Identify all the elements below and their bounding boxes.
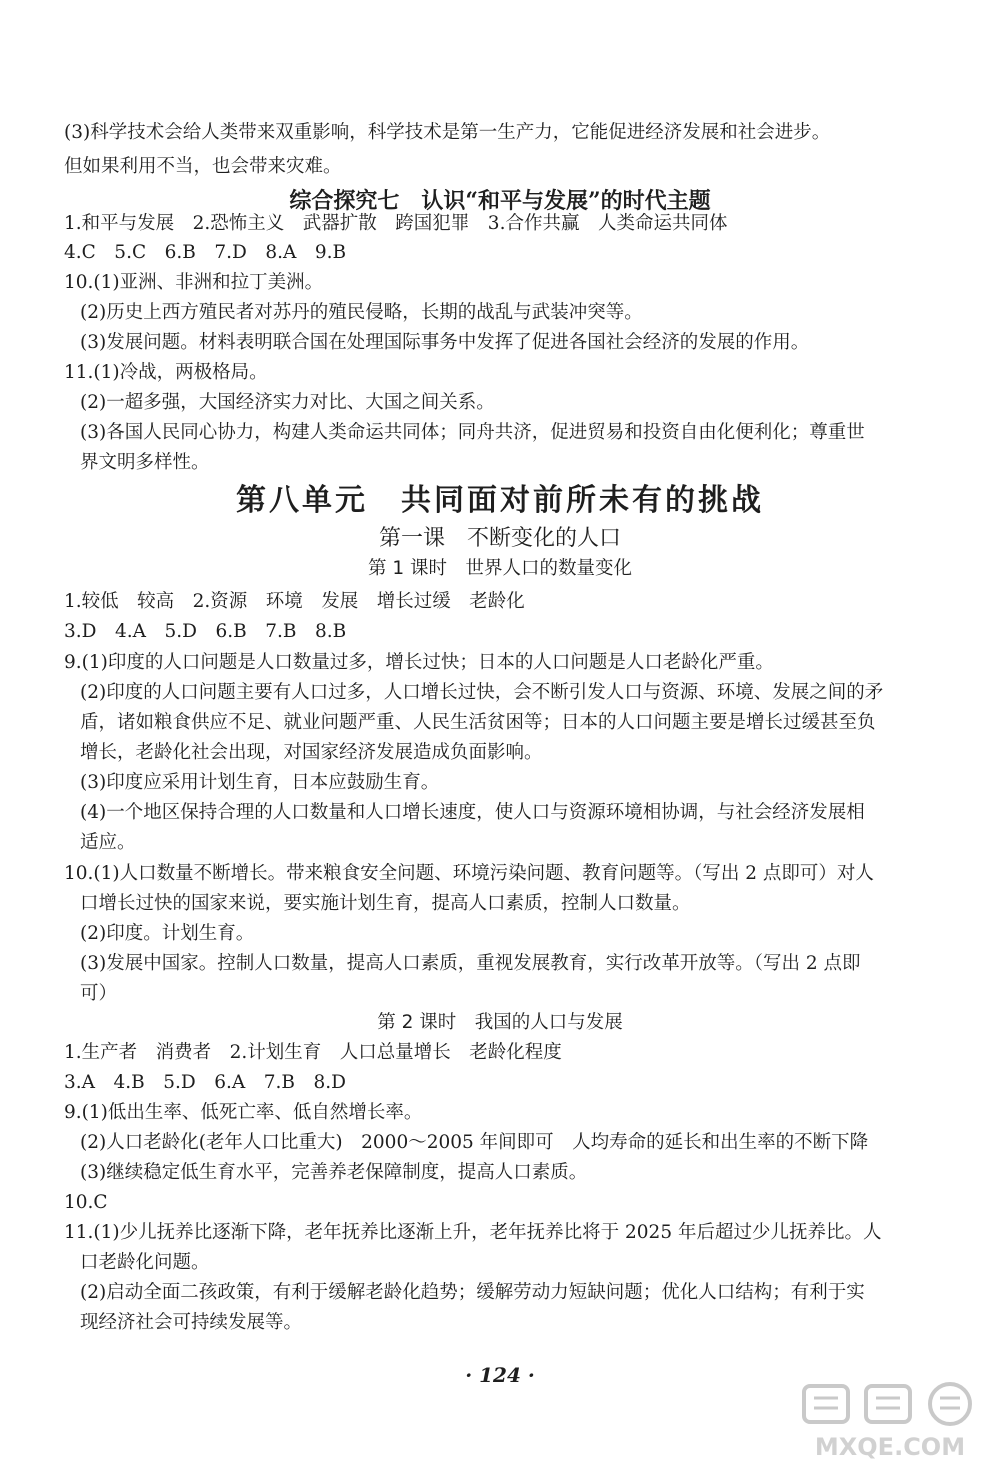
lesson-title: 第一课 不断变化的人口 bbox=[378, 526, 621, 551]
text-line: 9.(1)低出生率、低死亡率、低自然增长率。 bbox=[64, 1102, 423, 1123]
text-line: 口增长过快的国家来说，要实施计划生育，提高人口素质，控制人口数量。 bbox=[80, 893, 691, 914]
text-line: 11.(1)少儿抚养比逐渐下降，老年抚养比逐渐上升，老年抚养比将于 2025 年后超过少儿抚养比。人 bbox=[64, 1222, 882, 1243]
text-line: 适应。 bbox=[80, 832, 136, 853]
text-line: 盾，诸如粮食供应不足、就业问题严重、人民生活贫困等；日本的人口问题主要是增长过缓甚至负 bbox=[80, 712, 876, 733]
text-line: 增长，老龄化社会出现，对国家经济发展造成负面影响。 bbox=[80, 742, 543, 763]
text-line: (2)历史上西方殖民者对苏丹的殖民侵略，长期的战乱与武装冲突等。 bbox=[80, 302, 643, 323]
watermark-url: MXQE.COM bbox=[814, 1433, 966, 1461]
text-line: (3)各国人民同心协力，构建人类命运共同体；同舟共济，促进贸易和投资自由化便利化；尊重世 bbox=[80, 422, 865, 443]
text-line: 1.生产者 消费者 2.计划生育 人口总量增长 老龄化程度 bbox=[64, 1042, 562, 1063]
text-line: (3)发展中国家。控制人口数量，提高人口素质，重视发展教育，实行改革开放等。（写出 2 点即 bbox=[80, 953, 861, 974]
watermark-logo-icon bbox=[800, 1378, 980, 1428]
text-line: (4)一个地区保持合理的人口数量和人口增长速度，使人口与资源环境相协调，与社会经济发展相 bbox=[80, 802, 865, 823]
text-line: (3)印度应采用计划生育，日本应鼓励生育。 bbox=[80, 772, 440, 793]
text-line: 3.A 4.B 5.D 6.A 7.B 8.D bbox=[64, 1072, 346, 1093]
section-title: 综合探究七 认识“和平与发展”的时代主题 bbox=[289, 188, 711, 214]
watermark bbox=[790, 1378, 990, 1466]
text-line: 10.(1)人口数量不断增长。带来粮食安全问题、环境污染问题、教育问题等。（写出 2 点即可）对人 bbox=[64, 863, 874, 884]
text-line: 界文明多样性。 bbox=[80, 452, 210, 473]
text-line: (3)科学技术会给人类带来双重影响，科学技术是第一生产力，它能促进经济发展和社会进步。 bbox=[64, 122, 831, 143]
text-line: (2)一超多强，大国经济实力对比、大国之间关系。 bbox=[80, 392, 495, 413]
text-line: 10.(1)亚洲、非洲和拉丁美洲。 bbox=[64, 272, 324, 293]
text-line: (2)印度。计划生育。 bbox=[80, 923, 255, 944]
unit-title: 第八单元 共同面对前所未有的挑战 bbox=[236, 483, 764, 518]
text-line: (3)发展问题。材料表明联合国在处理国际事务中发挥了促进各国社会经济的发展的作用。 bbox=[80, 332, 810, 353]
text-line: 9.(1)印度的人口问题是人口数量过多，增长过快；日本的人口问题是人口老龄化严重。 bbox=[64, 652, 774, 673]
text-line: (2)人口老龄化(老年人口比重大) 2000～2005 年间即可 人均寿命的延长和出生率的不断下降 bbox=[80, 1132, 869, 1153]
text-line: 但如果利用不当，也会带来灾难。 bbox=[64, 156, 342, 177]
text-line: 口老龄化问题。 bbox=[80, 1252, 210, 1273]
text-line: (3)继续稳定低生育水平，完善养老保障制度，提高人口素质。 bbox=[80, 1162, 588, 1183]
text-line: (2)启动全面二孩政策，有利于缓解老龄化趋势；缓解劳动力短缺问题；优化人口结构；有利于实 bbox=[80, 1282, 865, 1303]
text-line: 可） bbox=[80, 983, 118, 1004]
text-line: 1.较低 较高 2.资源 环境 发展 增长过缓 老龄化 bbox=[64, 591, 525, 612]
text-line: 10.C bbox=[64, 1192, 108, 1213]
text-line: 1.和平与发展 2.恐怖主义 武器扩散 跨国犯罪 3.合作共赢 人类命运共同体 bbox=[64, 213, 728, 234]
period-title: 第 2 课时 我国的人口与发展 bbox=[377, 1012, 623, 1033]
text-line: 3.D 4.A 5.D 6.B 7.B 8.B bbox=[64, 621, 347, 642]
text-line: 4.C 5.C 6.B 7.D 8.A 9.B bbox=[64, 242, 347, 263]
text-line: 11.(1)冷战，两极格局。 bbox=[64, 362, 268, 383]
text-line: (2)印度的人口问题主要有人口过多，人口增长过快，会不断引发人口与资源、环境、发展之间的矛 bbox=[80, 682, 884, 703]
page-number: · 124 · bbox=[465, 1363, 535, 1387]
text-line: 现经济社会可持续发展等。 bbox=[80, 1312, 303, 1333]
period-title: 第 1 课时 世界人口的数量变化 bbox=[367, 558, 633, 579]
